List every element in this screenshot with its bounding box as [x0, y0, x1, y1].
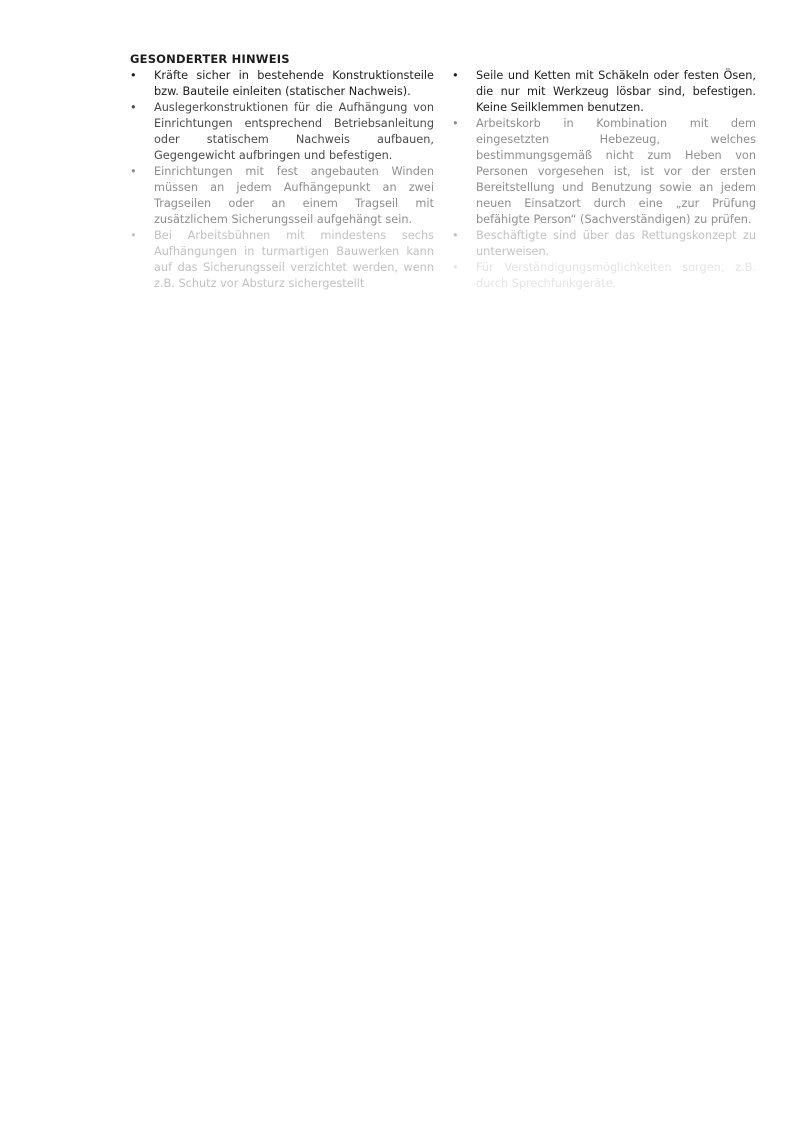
bullet-icon: • — [130, 229, 137, 242]
bullet-icon: • — [130, 69, 137, 82]
bullet-icon: • — [452, 261, 459, 274]
list-item — [452, 228, 756, 260]
list-item-text: Einrichtungen mit fest angebauten Winden müssen an jedem Aufhängepunkt an zwei Tragseilen oder an einem Tragseil mit zusätzlichem Sicherungsseil aufgehängt sein. — [154, 165, 434, 226]
bullet-icon: • — [130, 101, 137, 114]
list-item-text: Seile und Ketten mit Schäkeln oder festen Ösen, die nur mit Werkzeug lösbar sind, befestigen. Keine Seilklemmen benutzen. — [476, 69, 756, 114]
left-column-list — [130, 68, 434, 292]
bullet-icon: • — [452, 69, 459, 82]
list-item — [130, 100, 434, 164]
right-column-list — [452, 68, 756, 290]
list-item-text: Arbeitskorb in Kombination mit dem eingesetzten Hebezeug, welches bestimmungsgemäß nicht zum Heben von Personen vorgesehen ist, ist vor der ersten Bereitstellung und Benutzung sowie an jedem neuen Einsatzort durch eine „zur Prüfung befähigte Person“ (Sachverständigen) zu prüfen. — [476, 117, 756, 226]
list-item — [452, 116, 756, 228]
list-item-text: Kräfte sicher in bestehende Konstruktionsteile bzw. Bauteile einleiten (statischer Nachweis). — [154, 69, 434, 98]
bullet-icon: • — [130, 165, 137, 178]
list-item — [130, 164, 434, 228]
list-item — [452, 68, 756, 116]
list-item-text: Beschäftigte sind über das Rettungskonzept zu unterweisen. — [476, 229, 756, 258]
list-item — [452, 260, 756, 290]
list-item-text: Auslegerkonstruktionen für die Aufhängung von Einrichtungen entsprechend Betriebsanleitung oder statischem Nachweis aufbauen, Gegengewicht aufbringen und befestigen. — [154, 101, 434, 162]
list-item-text: Für Verständigungsmöglichkeiten sorgen, z.B. durch Sprechfunkgeräte. — [476, 261, 756, 290]
bullet-icon: • — [452, 117, 459, 130]
list-item — [130, 68, 434, 100]
list-item-text: Bei Arbeitsbühnen mit mindestens sechs Aufhängungen in turmartigen Bauwerken kann auf das Sicherungsseil verzichtet werden, wenn z.B. Schutz vor Absturz sichergestellt — [154, 229, 434, 290]
bullet-icon: • — [452, 229, 459, 242]
section-heading: GESONDERTER HINWEIS — [130, 52, 290, 66]
list-item — [130, 228, 434, 292]
